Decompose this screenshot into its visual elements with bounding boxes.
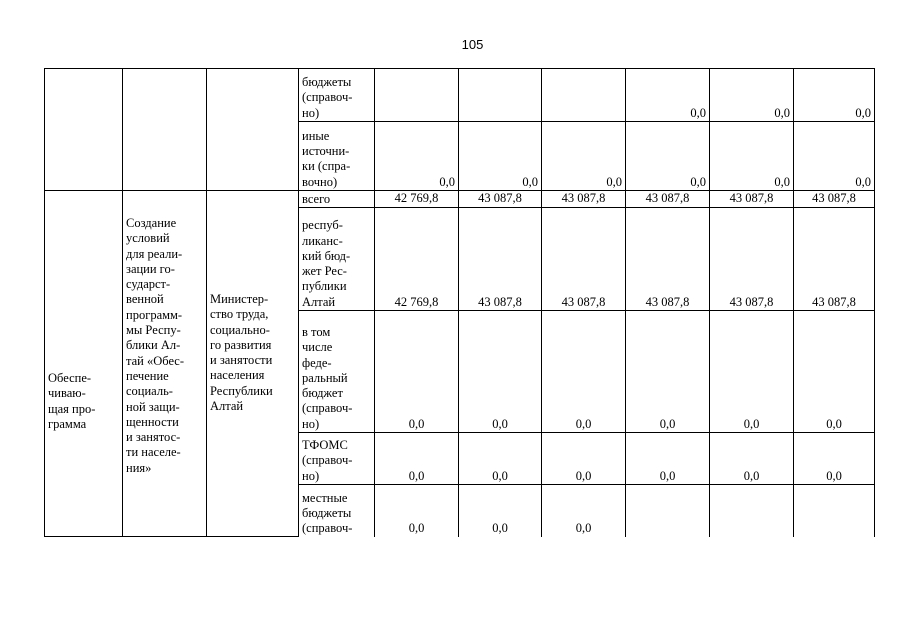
table-row <box>45 69 875 122</box>
program-name-cell: Создание условий для реали- зации го- сударст- венной программ- мы Респу- блики Ал- тай «Обес- печение социаль- ной защи- щенности и занятос- ти населе- ния» <box>123 191 207 537</box>
value-cell <box>542 69 626 122</box>
funding-source-label: в том числе феде- ральный бюджет (справоч- но) <box>299 311 375 433</box>
value-cell: 43 087,8 <box>794 208 875 311</box>
funding-source-label: бюджеты (справоч- но) <box>299 69 375 122</box>
empty-cell <box>123 69 207 191</box>
value-cell <box>794 485 875 537</box>
value-cell: 43 087,8 <box>542 208 626 311</box>
value-cell: 0,0 <box>459 122 542 191</box>
budget-table <box>44 68 875 537</box>
value-cell: 0,0 <box>542 122 626 191</box>
value-cell: 0,0 <box>794 122 875 191</box>
value-cell <box>710 485 794 537</box>
empty-cell <box>45 69 123 191</box>
value-cell: 0,0 <box>626 69 710 122</box>
executor-cell: Министер- ство труда, социально- го развития и занятости населения Республики Алтай <box>207 191 299 537</box>
value-cell: 0,0 <box>626 433 710 485</box>
value-cell: 43 087,8 <box>626 191 710 208</box>
value-cell: 0,0 <box>542 485 626 537</box>
value-cell: 0,0 <box>710 69 794 122</box>
empty-cell <box>207 69 299 191</box>
value-cell <box>626 485 710 537</box>
value-cell: 0,0 <box>459 311 542 433</box>
funding-source-label: местные бюджеты (справоч- <box>299 485 375 537</box>
value-cell: 42 769,8 <box>375 191 459 208</box>
value-cell: 0,0 <box>542 311 626 433</box>
value-cell: 0,0 <box>794 69 875 122</box>
funding-source-label: иные источни- ки (спра- вочно) <box>299 122 375 191</box>
value-cell: 0,0 <box>626 311 710 433</box>
value-cell <box>375 69 459 122</box>
value-cell: 43 087,8 <box>710 208 794 311</box>
page-number: 105 <box>461 37 484 52</box>
value-cell: 43 087,8 <box>459 208 542 311</box>
value-cell: 0,0 <box>459 433 542 485</box>
value-cell: 43 087,8 <box>542 191 626 208</box>
value-cell: 0,0 <box>794 433 875 485</box>
value-cell: 0,0 <box>459 485 542 537</box>
value-cell: 43 087,8 <box>710 191 794 208</box>
value-cell: 43 087,8 <box>459 191 542 208</box>
funding-source-label: респуб- ликанс- кий бюд- жет Рес- публики Алтай <box>299 208 375 311</box>
value-cell: 0,0 <box>375 433 459 485</box>
value-cell: 0,0 <box>710 122 794 191</box>
funding-source-label: всего <box>299 191 375 208</box>
value-cell: 0,0 <box>542 433 626 485</box>
program-type-cell: Обеспе- чиваю- щая про- грамма <box>45 191 123 537</box>
value-cell: 0,0 <box>375 122 459 191</box>
funding-source-label: ТФОМС (справоч- но) <box>299 433 375 485</box>
value-cell: 0,0 <box>710 433 794 485</box>
value-cell: 42 769,8 <box>375 208 459 311</box>
value-cell: 0,0 <box>375 311 459 433</box>
value-cell: 43 087,8 <box>794 191 875 208</box>
value-cell: 0,0 <box>794 311 875 433</box>
value-cell: 0,0 <box>710 311 794 433</box>
table-row <box>45 191 875 208</box>
value-cell <box>459 69 542 122</box>
value-cell: 0,0 <box>626 122 710 191</box>
value-cell: 0,0 <box>375 485 459 537</box>
value-cell: 43 087,8 <box>626 208 710 311</box>
